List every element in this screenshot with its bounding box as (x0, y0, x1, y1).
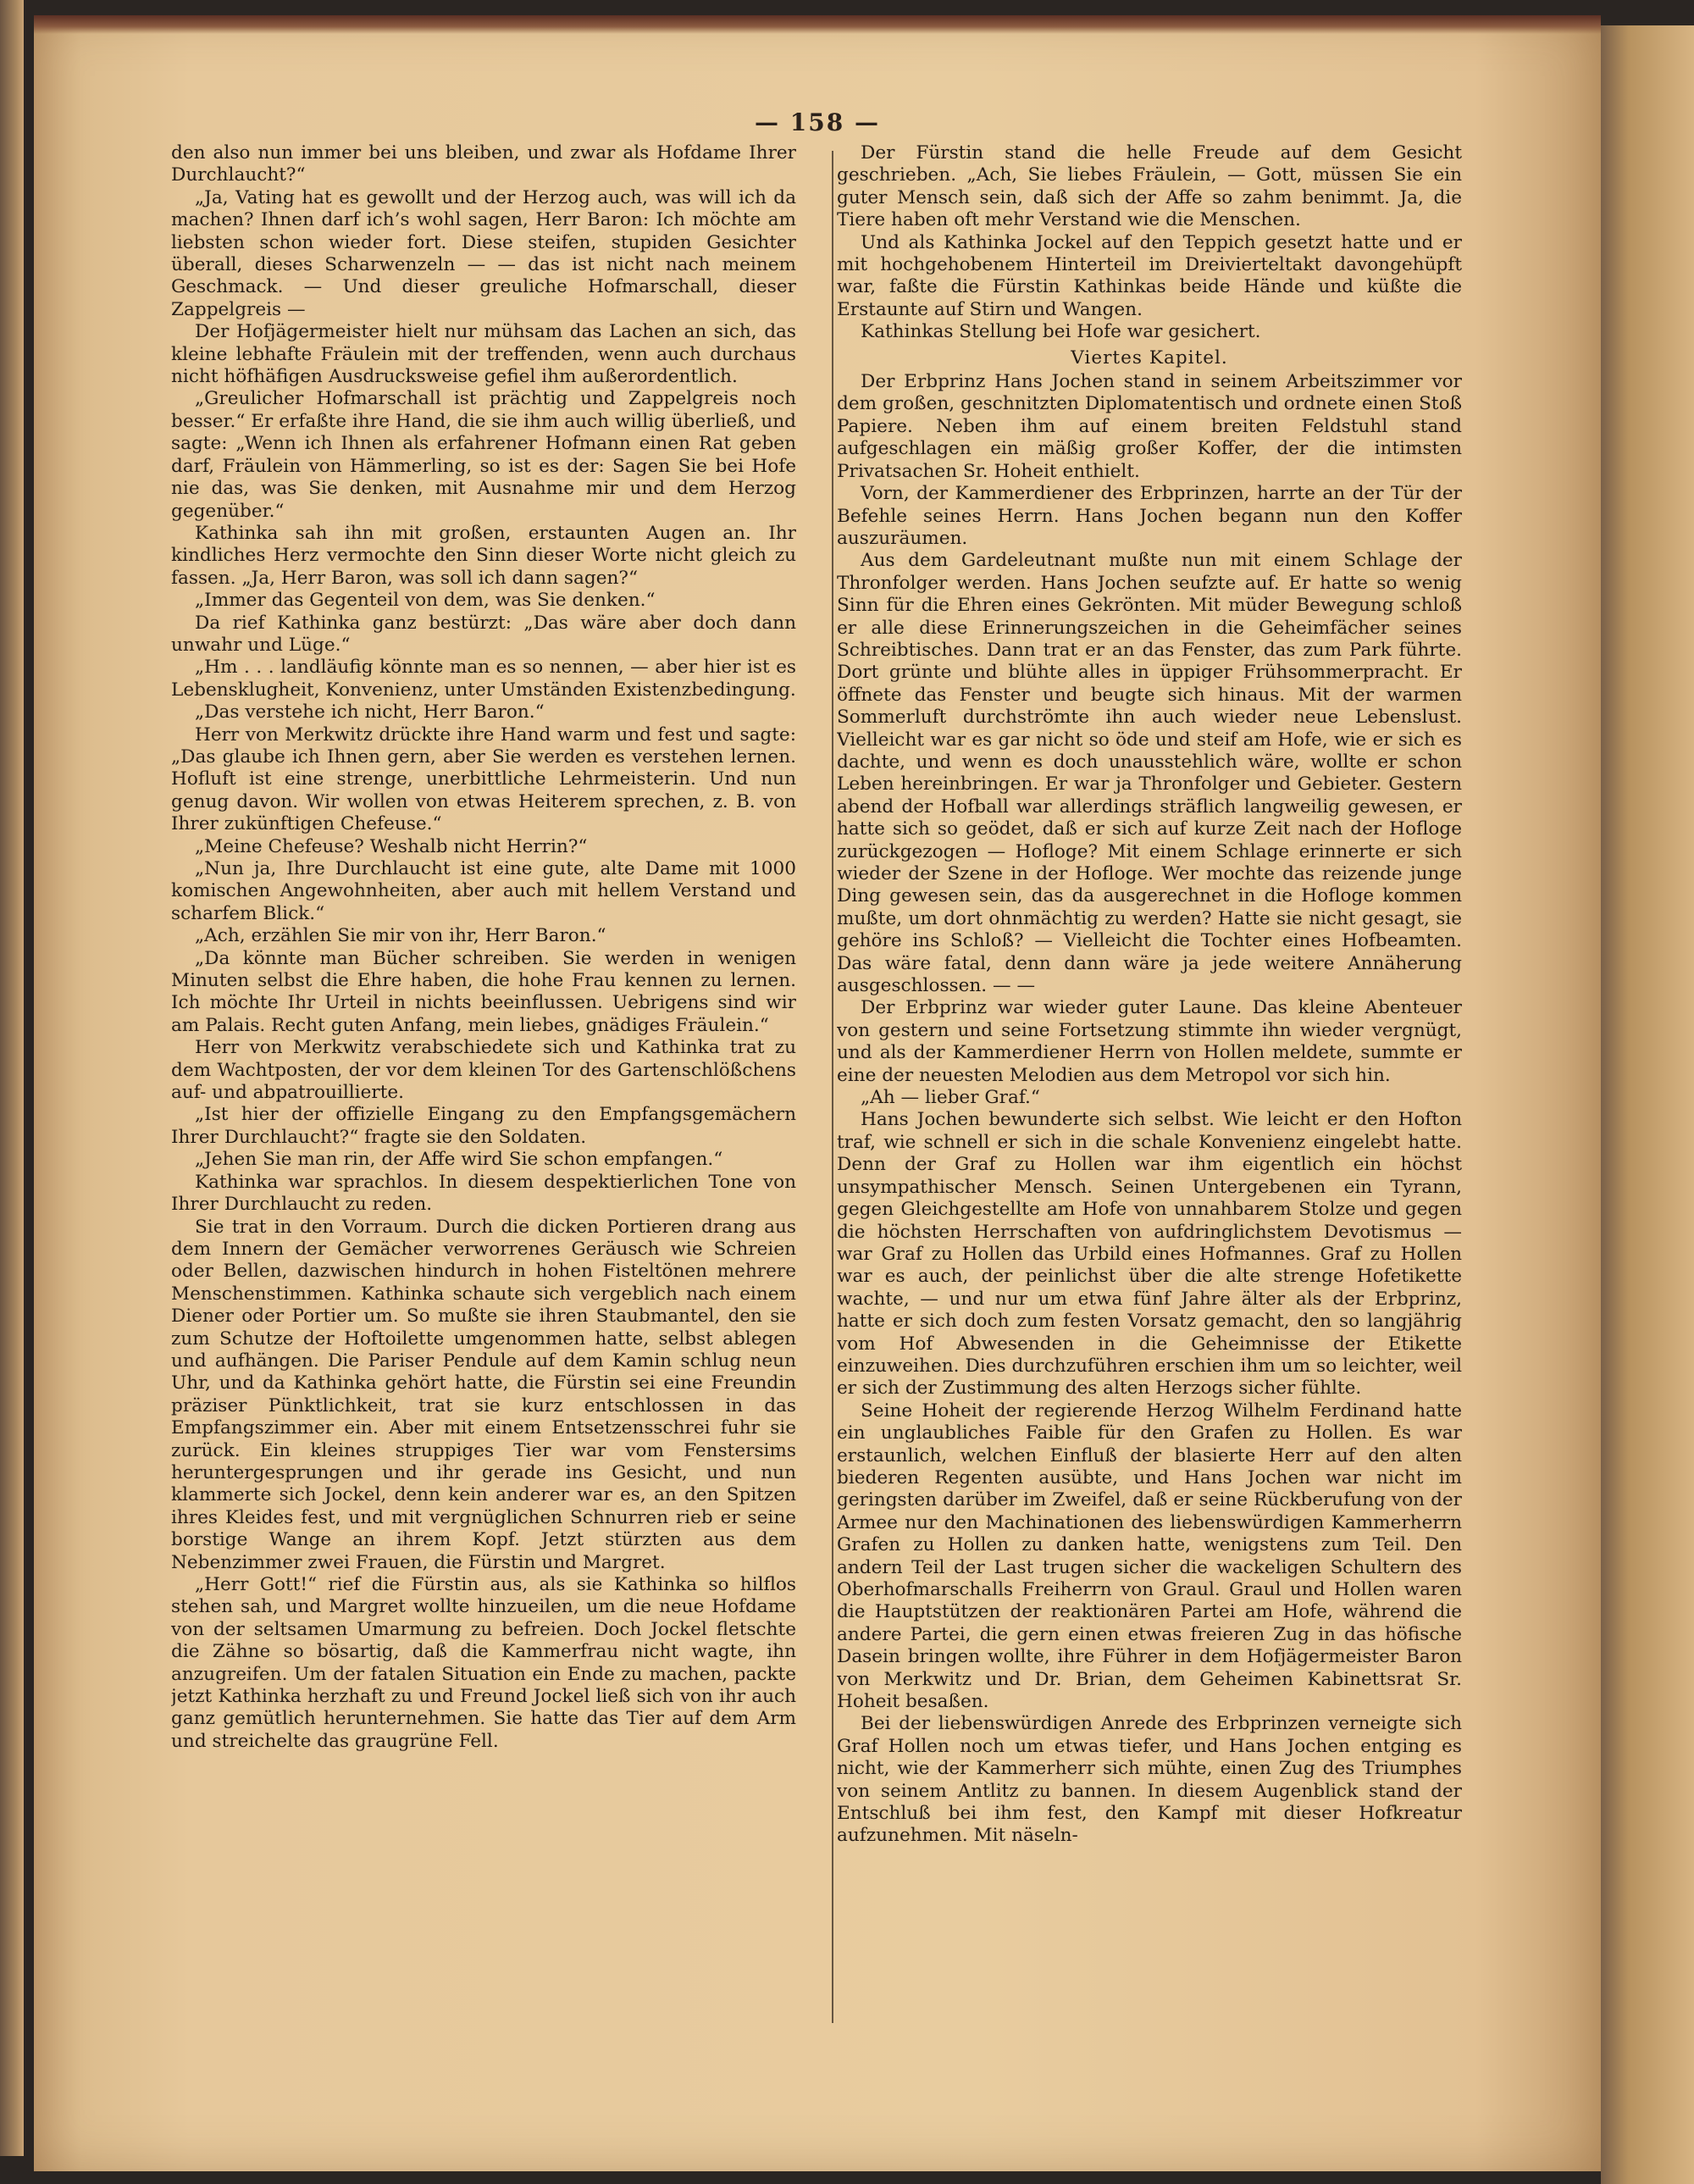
paragraph: Da rief Kathinka ganz bestürzt: „Das wäre aber doch dann unwahr und Lüge.“ (171, 612, 796, 656)
paragraph: „Ja, Vating hat es gewollt und der Herzog auch, was will ich da machen? Ihnen darf ich’s wohl sagen, Herr Baron: Ich möchte am liebsten schon wieder fort. Diese steifen, stupiden Gesichter überall, dieses Scharwenzeln — — das ist nicht nach meinem Geschmack. — Und dieser greuliche Hofmarschall, dieser Zappelgreis — (171, 186, 796, 320)
paragraph: den also nun immer bei uns bleiben, und zwar als Hofdame Ihrer Durchlaucht?“ (171, 142, 796, 186)
left-text-column (171, 142, 796, 2040)
paragraph: „Meine Chefeuse? Weshalb nicht Herrin?“ (195, 835, 588, 857)
paragraph: Und als Kathinka Jockel auf den Teppich gesetzt hatte und er mit hochgehobenem Hinterteil im Dreivierteltakt davongehüpft war, faßte die Fürstin Kathinkas beide Hände und küßte die Erstaunte auf Stirn und Wangen. (837, 231, 1462, 320)
paragraph: „Herr Gott!“ rief die Fürstin aus, als sie Kathinka so hilflos stehen sah, und Margret wollte hinzueilen, um die neue Hofdame von der seltsamen Umarmung zu befreien. Doch Jockel fletschte die Zähne so bösartig, daß die Kammerfrau nicht wagte, ihn anzugreifen. Um der fatalen Situation ein Ende zu machen, packte jetzt Kathinka herzhaft zu und Freund Jockel ließ sich von ihr auch ganz gemütlich herunternehmen. Sie hatte das Tier auf dem Arm und streichelte das graugrüne Fell. (171, 1574, 796, 1752)
chapter-heading: Viertes Kapitel. (1071, 346, 1228, 369)
paragraph: „Da könnte man Bücher schreiben. Sie werden in wenigen Minuten selbst die Ehre haben, die hohe Frau kennen zu lernen. Ich möchte Ihr Urteil in nichts beeinflussen. Uebrigens sind wir am Palais. Recht guten Anfang, mein liebes, gnädiges Fräulein.“ (171, 947, 796, 1036)
paragraph: „Ist hier der offizielle Eingang zu den Empfangsgemächern Ihrer Durchlaucht?“ fragte sie den Soldaten. (171, 1104, 796, 1148)
paragraph: „Ah — lieber Graf.“ (861, 1087, 1040, 1109)
page-top-edge (34, 15, 1601, 34)
paragraph: Herr von Merkwitz verabschiedete sich und Kathinka trat zu dem Wachtposten, der vor dem kleinen Tor des Gartenschlößchens auf- und abpatrouillierte. (171, 1037, 796, 1104)
paragraph: Vorn, der Kammerdiener des Erbprinzen, harrte an der Tür der Befehle seines Herrn. Hans Jochen begann nun den Koffer auszuräumen. (837, 483, 1462, 549)
paragraph: Kathinka war sprachlos. In diesem despektierlichen Tone von Ihrer Durchlaucht zu reden. (171, 1171, 796, 1216)
column-divider (832, 151, 833, 2023)
paragraph: Seine Hoheit der regierende Herzog Wilhelm Ferdinand hatte ein unglaubliches Faible für den Grafen zu Hollen. Es war erstaunlich, welchen Einfluß der blasierte Herr auf den alten biederen Regenten ausübte, und Hans Jochen war nicht im geringsten darüber im Zweifel, daß er seine Rückberufung von der Armee nur den Machinationen des liebenswürdigen Kammerherrn Grafen zu Hollen zu danken hatte, wenigstens zum Teil. Den andern Teil der Last trugen sicher die wackeligen Schultern des Oberhofmarschalls Freiherrn von Graul. Graul und Hollen waren die Hauptstützen der reaktionären Partei am Hofe, während die andere Partei, die gern einen etwas freieren Zug in das höfische Dasein bringen wollte, ihre Führer in dem Hofjägermeister Baron von Merkwitz und Dr. Brian, dem Geheimen Kabinettsrat Sr. Hoheit besaßen. (837, 1400, 1462, 1713)
book-binding (0, 0, 24, 2156)
right-text-column (837, 142, 1462, 2040)
paragraph: Kathinkas Stellung bei Hofe war gesichert. (861, 321, 1261, 343)
paragraph: Der Hofjägermeister hielt nur mühsam das Lachen an sich, das kleine lebhafte Fräulein mit der treffenden, wenn auch durchaus nicht höfhäfigen Ausdrucksweise gefiel ihm außerordentlich. (171, 321, 796, 388)
page-number: — 158 — (755, 108, 880, 136)
paragraph: Der Erbprinz Hans Jochen stand in seinem Arbeitszimmer vor dem großen, geschnitzten Diplomatentisch und ordnete einen Stoß Papiere. Neben ihm auf einem breiten Feldstuhl stand aufgeschlagen ein mäßig großer Koffer, der die intimsten Privatsachen Sr. Hoheit enthielt. (837, 371, 1462, 482)
paragraph: Hans Jochen bewunderte sich selbst. Wie leicht er den Hofton traf, wie schnell er sich in die schale Konvenienz eingelebt hatte. Denn der Graf zu Hollen war ihm eigentlich ein höchst unsympathischer Mensch. Seinen Untergebenen ein Tyrann, gegen Gleichgestellte am Hofe von unnahbarem Stolze und gegen die höchsten Herrschaften von aufdringlichstem Devotismus — war Graf zu Hollen das Urbild eines Hofmannes. Graf zu Hollen war es auch, der peinlichst über die alte strenge Hofetikette wachte, — und nur um etwa fünf Jahre älter als der Erbprinz, hatte er sich doch zum festen Vorsatz gemacht, den so langjährig vom Hof Abwesenden in die Geheimnisse der Etikette einzuweihen. Dies durchzuführen erschien ihm um so leichter, weil er sich der Zustimmung des alten Herzogs sicher fühlte. (837, 1109, 1462, 1400)
adjacent-page-edge (1601, 25, 1694, 2184)
paragraph: „Immer das Gegenteil von dem, was Sie denken.“ (195, 590, 656, 612)
paragraph: „Jehen Sie man rin, der Affe wird Sie schon empfangen.“ (195, 1149, 723, 1171)
paragraph: Bei der liebenswürdigen Anrede des Erbprinzen verneigte sich Graf Hollen noch um etwas tiefer, und Hans Jochen entging es nicht, wie der Kammerherr sich mühte, einen Zug des Triumphes von seinem Antlitz zu bannen. In diesem Augenblick stand der Entschluß bei ihm fest, den Kampf mit dieser Hofkreatur aufzunehmen. Mit näseln- (837, 1713, 1462, 1847)
paragraph: Der Erbprinz war wieder guter Laune. Das kleine Abenteuer von gestern und seine Fortsetzung stimmte ihn wieder vergnügt, und als der Kammerdiener Herrn von Hollen meldete, summte er eine der neuesten Melodien aus dem Metropol vor sich hin. (837, 997, 1462, 1086)
paragraph: „Greulicher Hofmarschall ist prächtig und Zappelgreis noch besser.“ Er erfaßte ihre Hand, die sie ihm auch willig überließ, und sagte: „Wenn ich Ihnen als erfahrener Hofmann einen Rat geben darf, Fräulein von Hämmerling, so ist es der: Sagen Sie bei Hofe nie das, was Sie denken, mit Ausnahme mir und dem Herzog gegenüber.“ (171, 388, 796, 522)
paragraph: Der Fürstin stand die helle Freude auf dem Gesicht geschrieben. „Ach, Sie liebes Fräulein, — Gott, müssen Sie ein guter Mensch sein, daß sich der Affe so zahm benimmt. Ja, die Tiere haben oft mehr Verstand wie die Menschen. (837, 142, 1462, 231)
paragraph: „Hm . . . landläufig könnte man es so nennen, — aber hier ist es Lebensklugheit, Konvenienz, unter Umständen Existenzbedingung. (171, 657, 796, 701)
paragraph: „Das verstehe ich nicht, Herr Baron.“ (195, 701, 545, 723)
paragraph: „Nun ja, Ihre Durchlaucht ist eine gute, alte Dame mit 1000 komischen Angewohnheiten, aber auch mit hellem Verstand und scharfem Blick.“ (171, 858, 796, 924)
paragraph: „Ach, erzählen Sie mir von ihr, Herr Baron.“ (195, 925, 606, 947)
paragraph: Aus dem Gardeleutnant mußte nun mit einem Schlage der Thronfolger werden. Hans Jochen seufzte auf. Er hatte so wenig Sinn für die Ehren eines Gekrönten. Mit müder Bewegung schloß er alle diese Erinnerungszeichen in die Geheimfächer seines Schreibtisches. Dann trat er an das Fenster, das zum Park führte. Dort grünte und blühte alles in üppiger Frühsommerpracht. Er öffnete das Fenster und beugte sich hinaus. Mit der warmen Sommerluft durchströmte ihn auch wieder neue Lebenslust. Vielleicht war es gar nicht so öde und steif am Hofe, wie er sich es dachte, und wenn es doch unausstehlich wäre, wollte er schon Leben hereinbringen. Er war ja Thronfolger und Gebieter. Gestern abend der Hofball war allerdings sträflich langweilig gewesen, er hatte sich so geödet, daß er sich auf kurze Zeit nach der Hofloge zurückgezogen — Hofloge? Mit einem Schlage erinnerte er sich wieder der Szene in der Hofloge. Wer mochte das reizende junge Ding gewesen sein, das da ausgerechnet in die Hofloge kommen mußte, um dort ohnmächtig zu werden? Hatte sie nicht gesagt, sie gehöre ins Schloß? — Vielleicht die Tochter eines Hofbeamten. Das wäre fatal, denn dann wäre ja jede weitere Annäherung ausgeschlossen. — — (837, 550, 1462, 997)
paragraph: Herr von Merkwitz drückte ihre Hand warm und fest und sagte: „Das glaube ich Ihnen gern, aber Sie werden es verstehen lernen. Hofluft ist eine strenge, unerbittliche Lehrmeisterin. Und nun genug davon. Wir wollen von etwas Heiterem sprechen, z. B. von Ihrer zukünftigen Chefeuse.“ (171, 723, 796, 835)
paragraph: Sie trat in den Vorraum. Durch die dicken Portieren drang aus dem Innern der Gemächer verworrenes Geräusch wie Schreien oder Bellen, dazwischen hindurch in hohen Fisteltönen mehrere Menschenstimmen. Kathinka schaute sich vergeblich nach einem Diener oder Portier um. So mußte sie ihren Staubmantel, den sie zum Schutze der Hoftoilette umgenommen hatte, selbst ablegen und aufhängen. Die Pariser Pendule auf dem Kamin schlug neun Uhr, und da Kathinka gehört hatte, die Fürstin sei eine Freundin präziser Pünktlichkeit, trat sie kurz entschlossen in das Empfangszimmer ein. Aber mit einem Entsetzensschrei fuhr sie zurück. Ein kleines struppiges Tier war vom Fenstersims heruntergesprungen und ihr gerade ins Gesicht, und nun klammerte sich Jockel, denn kein anderer war es, an den Spitzen ihres Kleides fest, und mit vergnüglichen Schnurren rieb er seine borstige Wange an ihrem Kopf. Jetzt stürzten aus dem Nebenzimmer zwei Frauen, die Fürstin und Margret. (171, 1216, 796, 1573)
paragraph: Kathinka sah ihn mit großen, erstaunten Augen an. Ihr kindliches Herz vermochte den Sinn dieser Worte nicht gleich zu fassen. „Ja, Herr Baron, was soll ich dann sagen?“ (171, 522, 796, 589)
